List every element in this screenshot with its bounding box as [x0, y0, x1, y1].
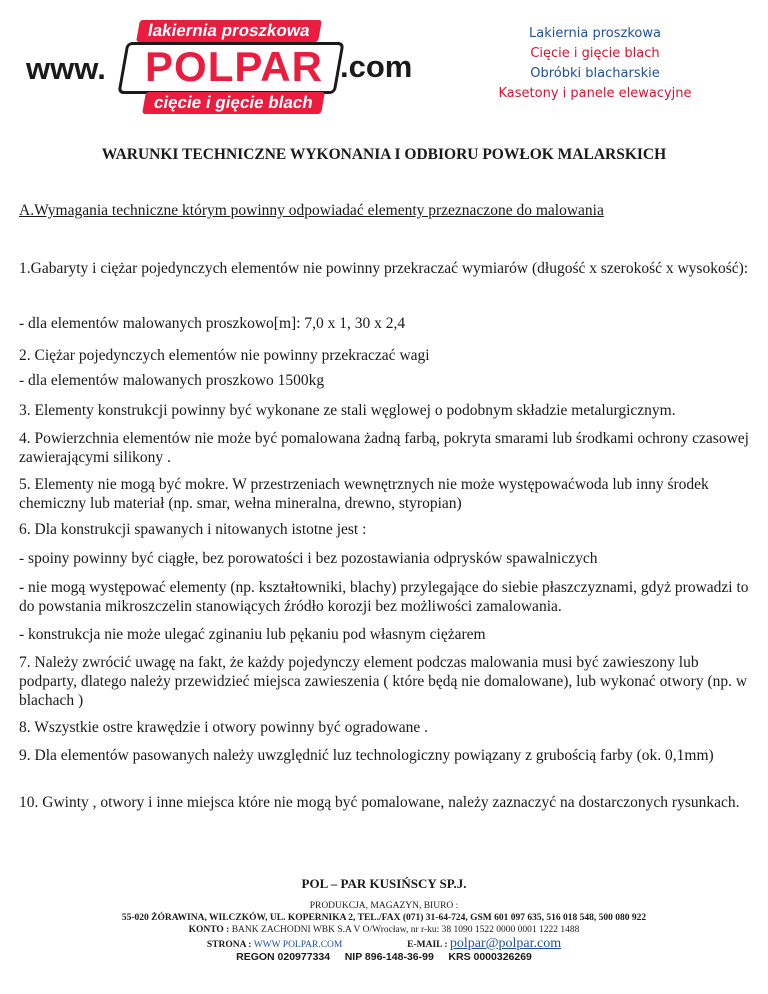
- footer-website-link[interactable]: WWW POLPAR.COM: [253, 940, 343, 950]
- header-services: [470, 24, 720, 104]
- footer-account: [0, 924, 768, 936]
- footer-website-label: STRONA :: [206, 940, 252, 950]
- paragraph-2: 2. Ciężar pojedynczych elementów nie powinny przekraczać wagi: [19, 347, 430, 364]
- paragraph-1-detail: - dla elementów malowanych proszkowo[m]: 7,0 x 1, 30 x 2,4: [19, 315, 406, 332]
- company-logo: [26, 18, 426, 118]
- footer-account-value: BANK ZACHODNI WBK S.A V O/Wrocław, nr r-ku: 38 1090 1522 0000 0001 1222 1488: [231, 925, 580, 935]
- footer: [0, 876, 768, 963]
- logo-bottom-band: cięcie i gięcie blach: [142, 92, 325, 114]
- paragraph-3: 3. Elementy konstrukcji powinny być wykonane ze stali węglowej o podobnym składzie metalurgicznym.: [19, 402, 676, 419]
- logo-www: www.: [26, 51, 106, 86]
- footer-email-label: E-MAIL :: [407, 940, 448, 950]
- paragraph-6-surfaces: - nie mogą występować elementy (np. kształtowniki, blachy) przylegające do siebie płaszczyznami, gdyż prowadzi to do powstania mikroszczelin stanowiących źródło korozji bez możliwości zamalowania.: [19, 579, 749, 615]
- logo-top-band: lakiernia proszkowa: [136, 20, 321, 42]
- logo-brand: POLPAR: [145, 43, 323, 90]
- service-sheet-metal-work: Obróbki blacharskie: [530, 66, 660, 81]
- paragraph-6-bending: - konstrukcja nie może ulegać zginaniu lub pękaniu pod własnym ciężarem: [19, 626, 486, 643]
- footer-krs: KRS 0000326269: [448, 951, 532, 963]
- paragraph-6-welds: - spoiny powinny być ciągłe, bez porowatości i bez pozostawiania odprysków spawalniczych: [19, 550, 598, 567]
- service-powder-coating: Lakiernia proszkowa: [529, 26, 661, 41]
- paragraph-7: 7. Należy zwrócić uwagę na fakt, że każdy pojedynczy element podczas malowania musi być zawieszony lub podparty, dlatego należy przewidzieć miejsca zawieszenia ( które będą nie domalowane), lub wykonać otwory (np. w blachach ): [19, 654, 748, 709]
- logo-com: .com: [340, 49, 413, 84]
- section-a-heading: A.Wymagania techniczne którym powinny odpowiadać elementy przeznaczone do malowania: [19, 202, 604, 219]
- footer-registration: [0, 951, 768, 963]
- footer-company: POL – PAR KUSIŃSCY SP.J.: [301, 876, 467, 891]
- service-facade-panels: Kasetony i panele elewacyjne: [498, 86, 692, 101]
- paragraph-2-detail: - dla elementów malowanych proszkowo 1500kg: [19, 372, 325, 389]
- footer-address: 55-020 ŻÓRAWINA, WILCZKÓW, UL. KOPERNIKA 2, TEL./FAX (071) 31-64-724, GSM 601 097 635, 516 018 548, 500 080 922: [121, 913, 647, 923]
- paragraph-9: 9. Dla elementów pasowanych należy uwzględnić luz technologiczny powiązany z grubością farby (ok. 0,1mm): [19, 747, 714, 764]
- footer-nip: NIP 896-148-36-99: [344, 951, 434, 963]
- paragraph-6: 6. Dla konstrukcji spawanych i nitowanych istotne jest :: [19, 521, 367, 538]
- footer-email-link[interactable]: polpar@polpar.com: [449, 936, 562, 951]
- footer-production-label: PRODUKCJA, MAGAZYN, BIURO :: [309, 901, 459, 911]
- paragraph-5: 5. Elementy nie mogą być mokre. W przestrzeniach wewnętrznych nie może występowaćwoda lub inny środek chemiczny lub materiał (np. smar, wełna mineralna, drewno, styropian): [19, 476, 709, 512]
- footer-regon: REGON 020977334: [236, 951, 331, 963]
- service-sheet-cutting: Cięcie i gięcie blach: [530, 46, 660, 61]
- paragraph-8: 8. Wszystkie ostre krawędzie i otwory powinny być ogradowane .: [19, 719, 429, 736]
- paragraph-1: 1.Gabaryty i ciężar pojedynczych elementów nie powinny przekraczać wymiarów (długość x szerokość x wysokość):: [19, 260, 749, 277]
- document-title: WARUNKI TECHNICZNE WYKONANIA I ODBIORU POWŁOK MALARSKICH: [101, 146, 667, 163]
- footer-contact: [0, 938, 768, 951]
- paragraph-10: 10. Gwinty , otwory i inne miejsca które nie mogą być pomalowane, należy zaznaczyć na dostarczonych rysunkach.: [19, 794, 740, 811]
- footer-account-label: KONTO :: [188, 925, 230, 935]
- paragraph-4: 4. Powierzchnia elementów nie może być pomalowana żadną farbą, pokryta smarami lub środkami ochrony czasowej zawierającymi silikony .: [19, 430, 749, 466]
